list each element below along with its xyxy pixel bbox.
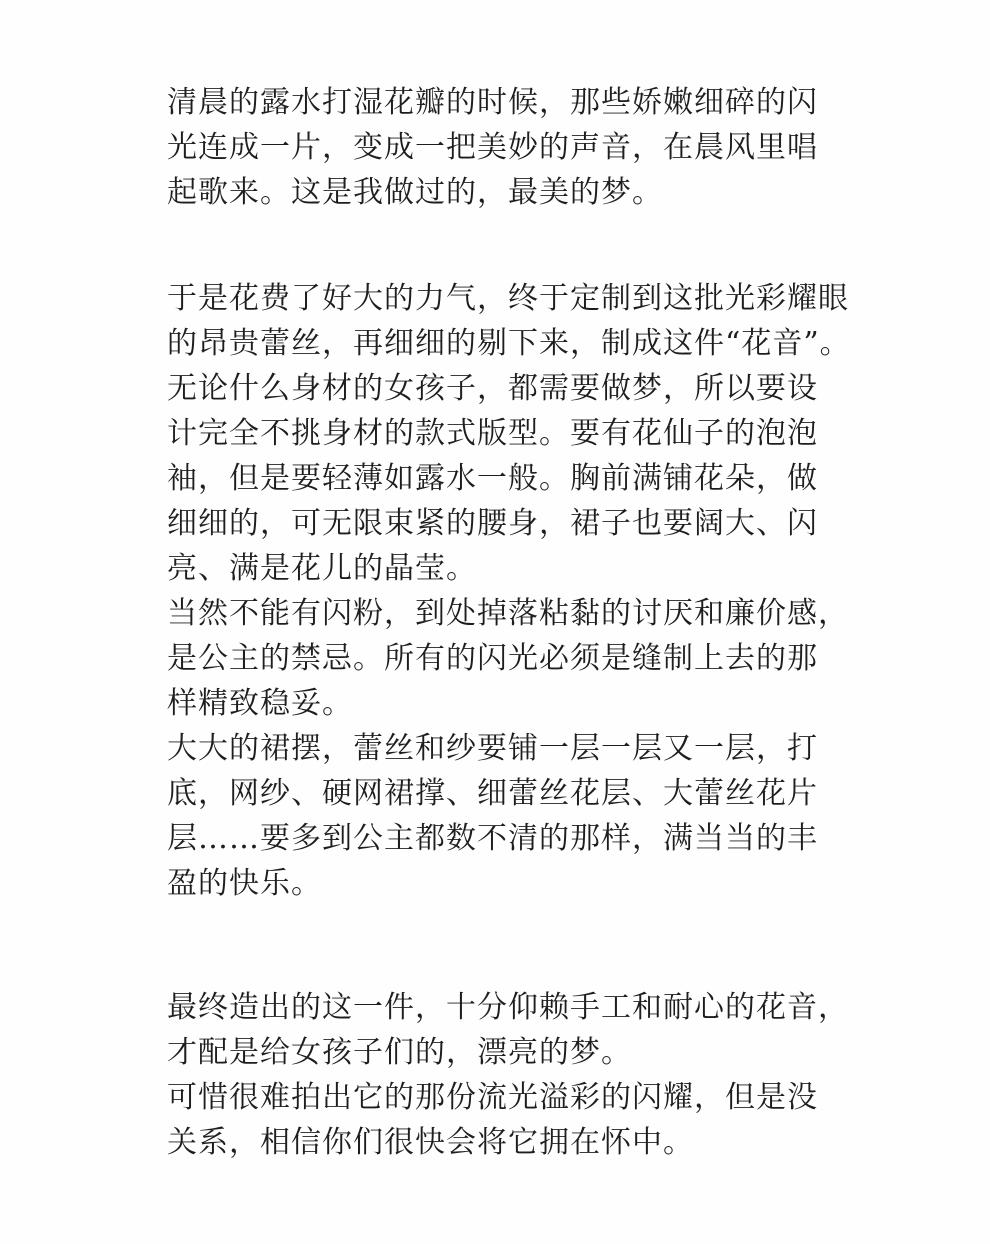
text-line: 当然不能有闪粉，到处掉落粘黏的讨厌和廉价感， <box>167 596 849 631</box>
text-line: 可惜很难拍出它的那份流光溢彩的闪耀，但是没 <box>167 1080 818 1115</box>
text-line: 计完全不挑身材的款式版型。要有花仙子的泡泡 <box>167 416 818 451</box>
text-line: 的昂贵蕾丝，再细细的剔下来，制成这件“花音”。 <box>167 326 851 361</box>
text-line: 最终造出的这一件，十分仰赖手工和耐心的花音， <box>167 990 849 1025</box>
text-line: 关系，相信你们很快会将它拥在怀中。 <box>167 1125 694 1160</box>
text-line: 细细的，可无限束紧的腰身，裙子也要阔大、闪 <box>167 506 818 541</box>
text-line: 才配是给女孩子们的，漂亮的梦。 <box>167 1035 632 1070</box>
text-line: 盈的快乐。 <box>167 866 322 901</box>
text-line: 大大的裙摆，蕾丝和纱要铺一层一层又一层，打 <box>167 731 818 766</box>
text-line: 是公主的禁忌。所有的闪光必须是缝制上去的那 <box>167 641 818 676</box>
text-line: 无论什么身材的女孩子，都需要做梦，所以要设 <box>167 371 818 406</box>
text-line: 层……要多到公主都数不清的那样，满当当的丰 <box>167 821 818 856</box>
text-line: 起歌来。这是我做过的，最美的梦。 <box>167 175 663 210</box>
paragraph-design <box>167 276 851 906</box>
text-line: 底，网纱、硬网裙撑、细蕾丝花层、大蕾丝花片 <box>167 776 818 811</box>
text-line: 袖，但是要轻薄如露水一般。胸前满铺花朵，做 <box>167 461 818 496</box>
paragraph-dream <box>167 80 847 215</box>
text-line: 于是花费了好大的力气，终于定制到这批光彩耀眼 <box>167 281 849 316</box>
paragraph-conclusion <box>167 985 847 1165</box>
text-line: 清晨的露水打湿花瓣的时候，那些娇嫩细碎的闪 <box>167 85 818 120</box>
text-line: 样精致稳妥。 <box>167 686 353 721</box>
text-line: 光连成一片，变成一把美妙的声音，在晨风里唱 <box>167 130 818 165</box>
text-line: 亮、满是花儿的晶莹。 <box>167 551 477 586</box>
